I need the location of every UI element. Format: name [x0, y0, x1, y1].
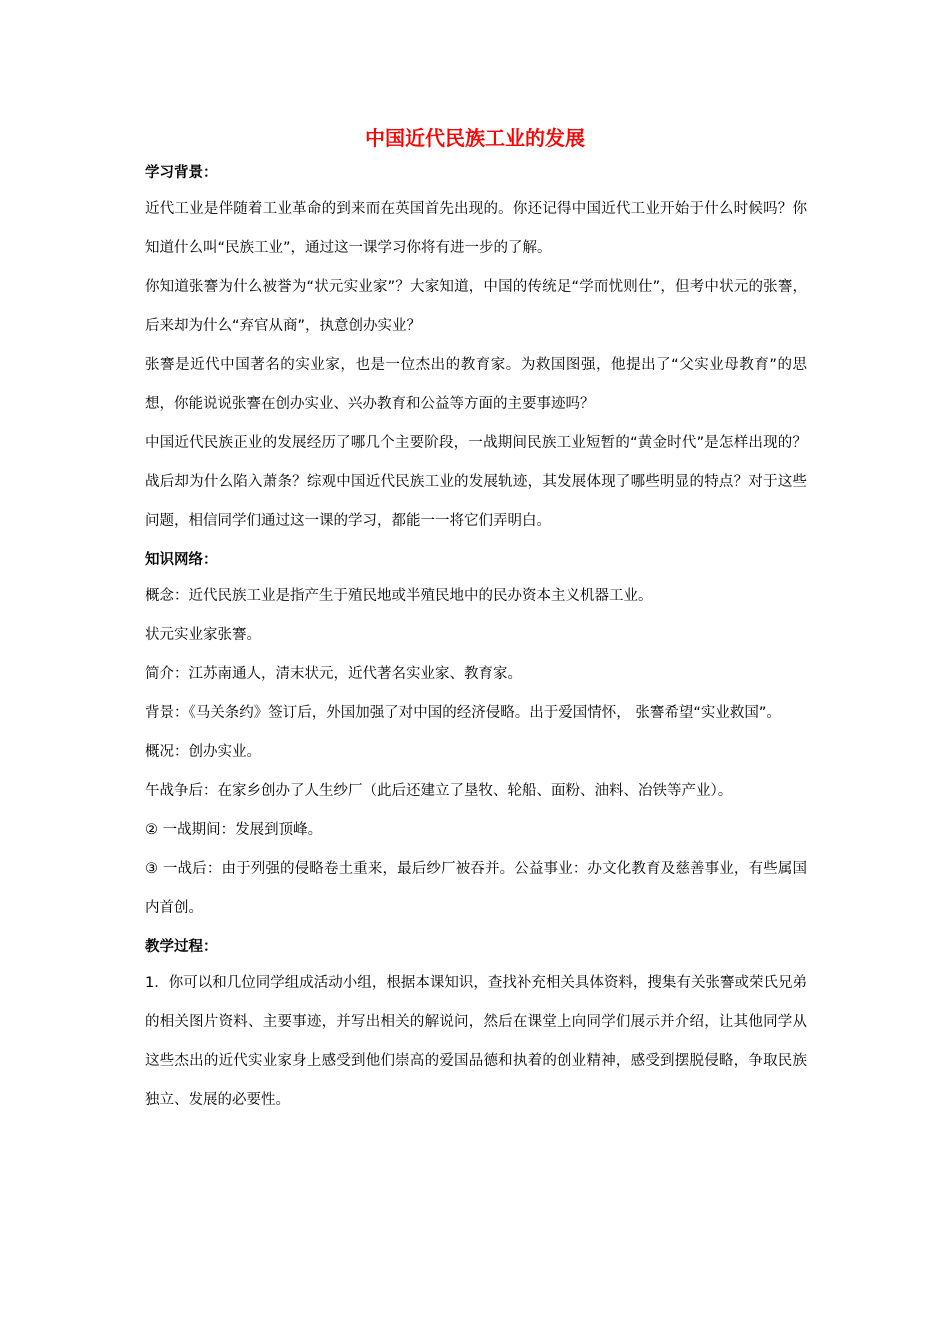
- knowledge-item: 简介：江苏南通人，清末状元，近代著名实业家、教育家。: [145, 666, 522, 682]
- knowledge-item: 概况：创办实业。: [145, 744, 261, 760]
- knowledge-item: ③ 一战后：由于列强的侵略卷土重来，最后纱厂被吞并。公益事业：办文化教育及慈善事业，有些属国内首创。: [145, 861, 807, 916]
- background-paragraph-2: 你知道张謇为什么被誉为“状元实业家”？大家知道，中国的传统足“学而忧则仕”，但考中状元的张謇，后来却为什么“弃官从商”，执意创办实业？: [145, 279, 807, 334]
- section-heading-background: 学习背景：: [145, 165, 218, 181]
- knowledge-item: 状元实业家张謇。: [145, 627, 261, 643]
- background-paragraph-4: 中国近代民族正业的发展经历了哪几个主要阶段，一战期间民族工业短暂的“黄金时代”是怎样出现的？战后却为什么陷入萧条？综观中国近代民族工业的发展轨迹，其发展体现了哪些明显的特点？对于这些问题，相信同学们通过这一课的学习，都能一一将它们弄明白。: [145, 435, 807, 529]
- section-heading-teaching: 教学过程：: [145, 939, 218, 955]
- teaching-paragraph-1: 1．你可以和几位同学组成活动小组，根据本课知识，查找补充相关具体资料，搜集有关张謇或荣氏兄弟的相关图片资料、主要事迹，并写出相关的解说问，然后在课堂上向同学们展示并介绍，让其他同学从这些杰出的近代实业家身上感受到他们崇高的爱国品德和执着的创业精神，感受到摆脱侵略，争取民族独立、发展的必要性。: [145, 975, 807, 1108]
- knowledge-item: 概念：近代民族工业是指产生于殖民地或半殖民地中的民办资本主义机器工业。: [145, 588, 653, 604]
- background-paragraph-1: 近代工业是伴随着工业革命的到来而在英国首先出现的。你还记得中国近代工业开始于什么时候吗？你知道什么叫“民族工业”，通过这一课学习你将有进一步的了解。: [145, 201, 807, 256]
- knowledge-item: 午战争后：在家乡创办了人生纱厂（此后还建立了垦牧、轮船、面粉、油料、冶铁等产业）。: [145, 783, 733, 799]
- knowledge-item: 背景：《马关条约》签订后，外国加强了对中国的经济侵略。出于爱国情怀， 张謇希望“实业救国”。: [145, 705, 781, 721]
- section-heading-knowledge: 知识网络：: [145, 552, 218, 568]
- document-body: [145, 158, 807, 1120]
- background-paragraph-3: 张謇是近代中国著名的实业家，也是一位杰出的教育家。为救国图强，他提出了“父实业母教育”的思想，你能说说张謇在创办实业、兴办教育和公益等方面的主要事迹吗？: [145, 357, 807, 412]
- document-title: 中国近代民族工业的发展: [365, 126, 585, 150]
- knowledge-item: ② 一战期间：发展到顶峰。: [145, 822, 323, 838]
